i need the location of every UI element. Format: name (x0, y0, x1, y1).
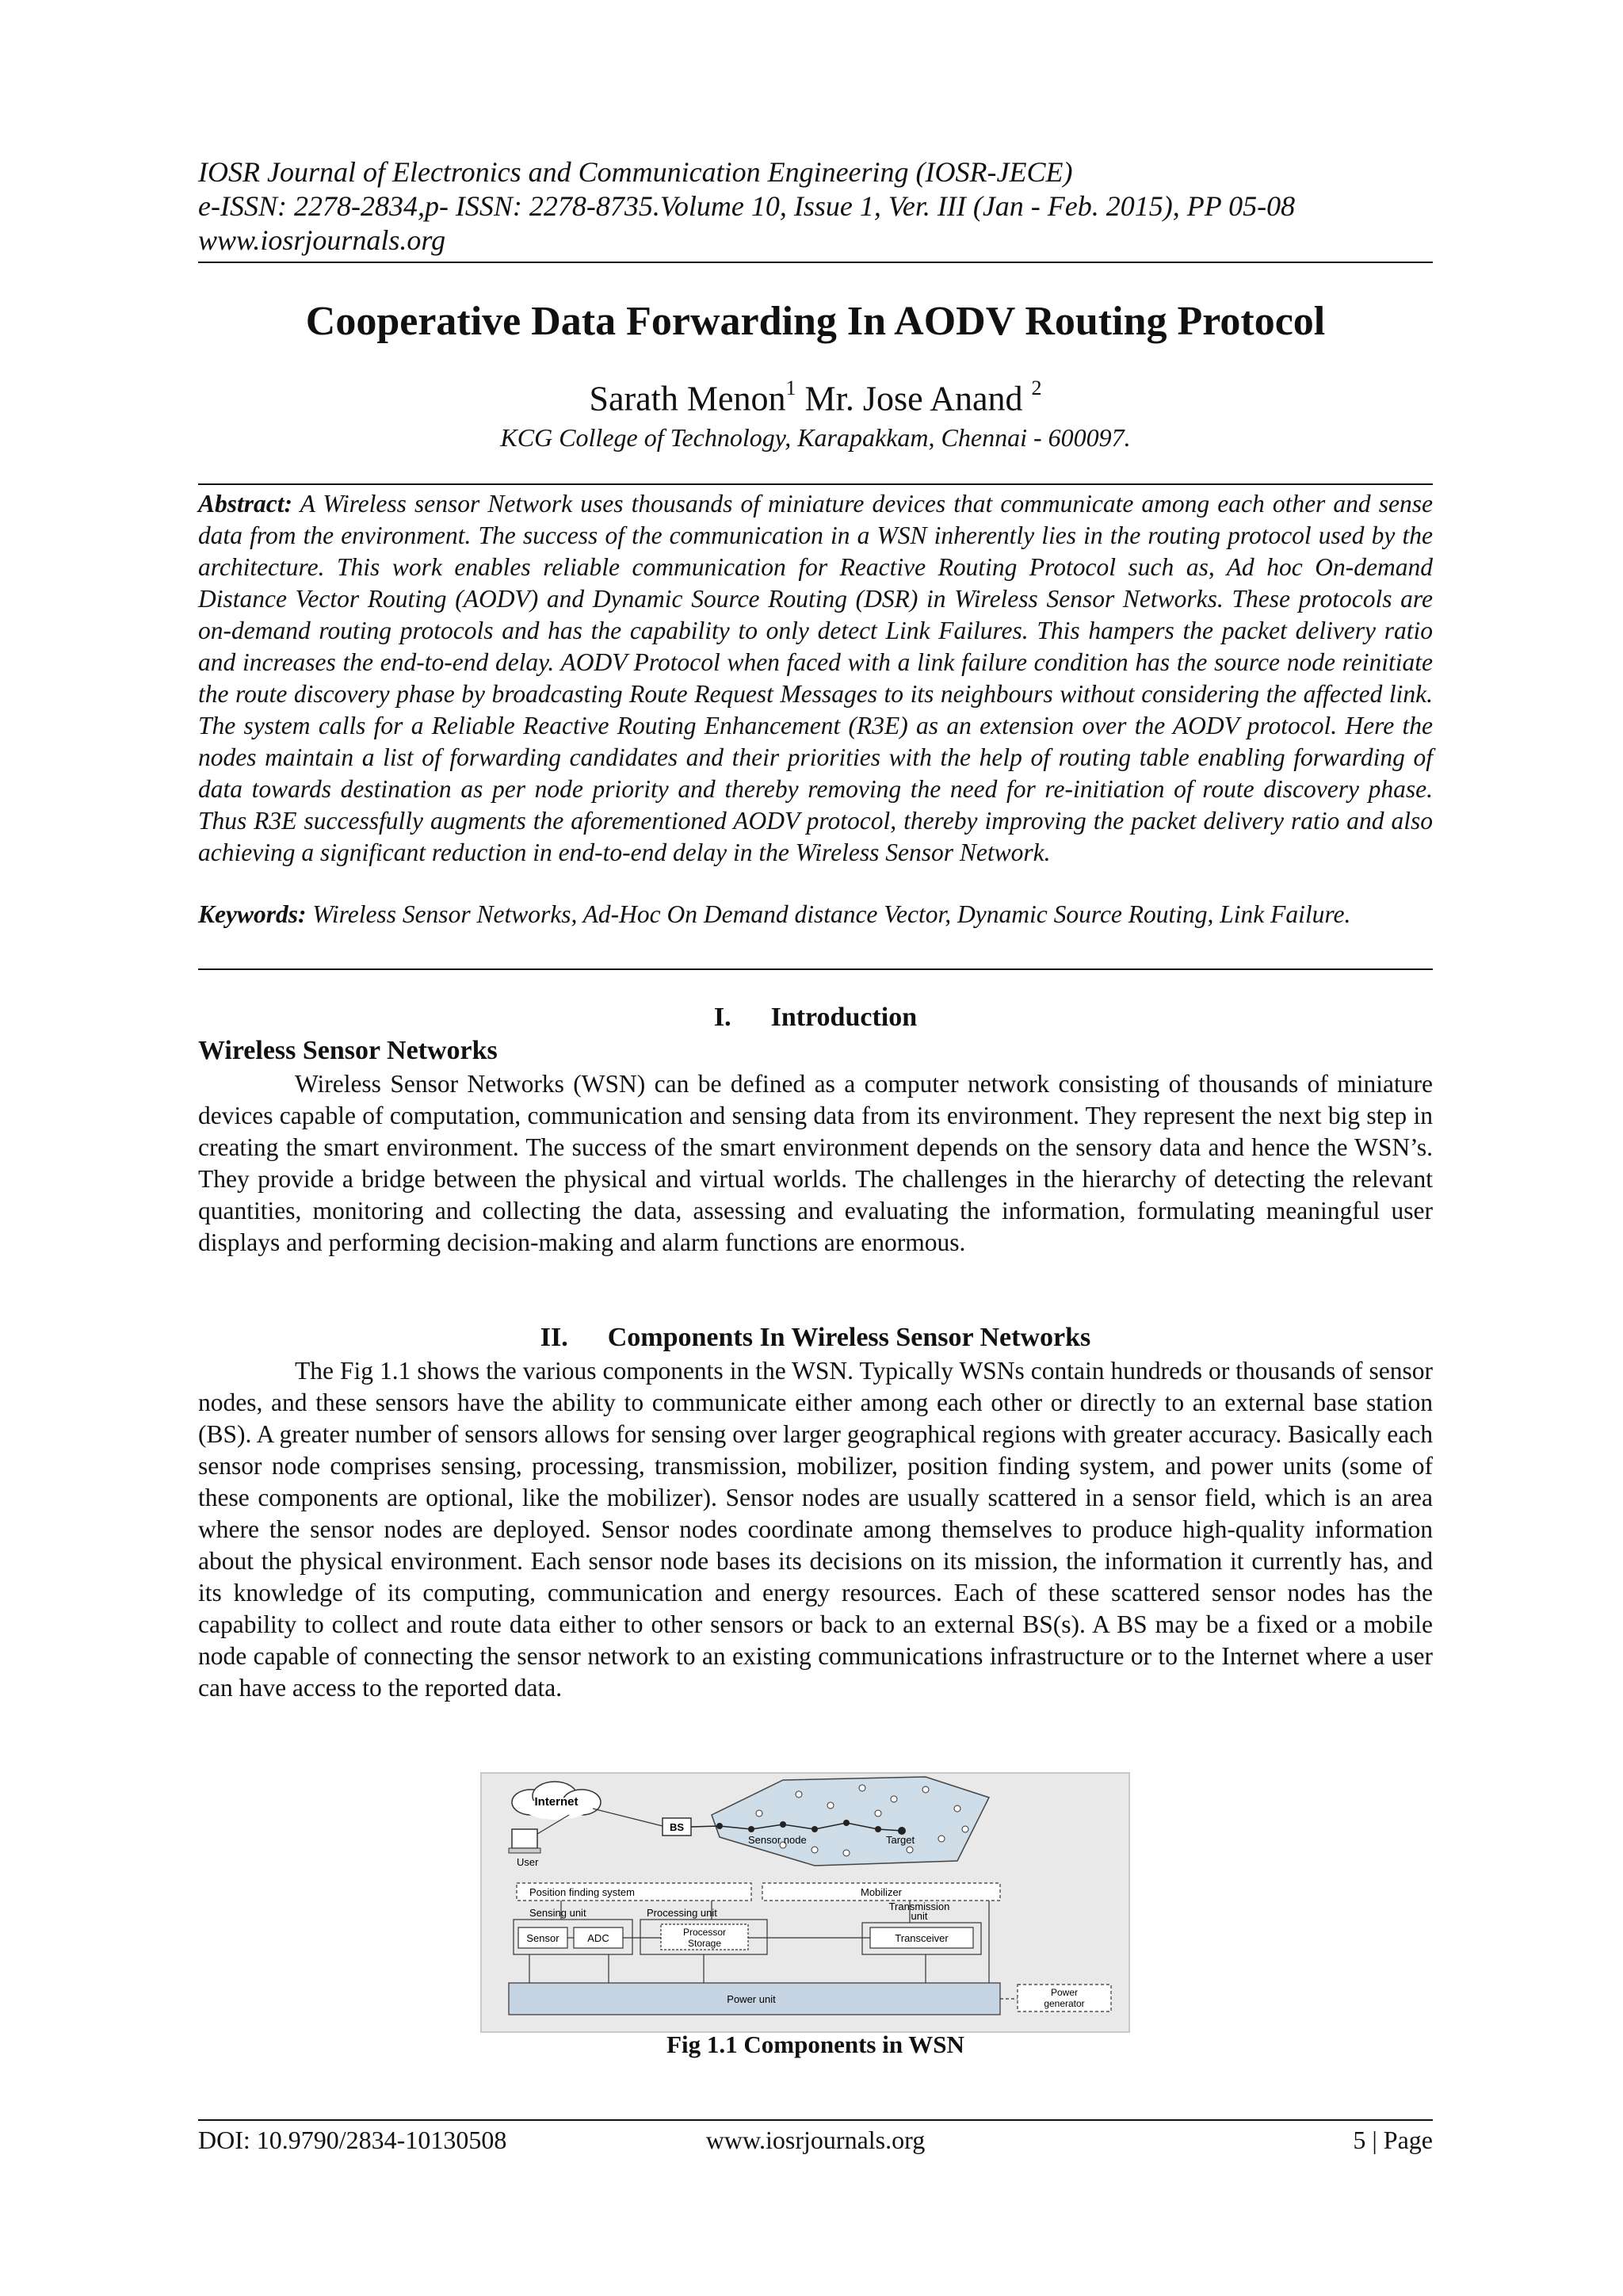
header-rule (198, 262, 1433, 263)
power-unit-label: Power unit (727, 1993, 776, 2005)
journal-issn: e-ISSN: 2278-2834,p- ISSN: 2278-8735.Volume 10, Issue 1, Ver. III (Jan - Feb. 2015), PP 05-08 (198, 190, 1296, 222)
internet-label: Internet (534, 1795, 579, 1809)
figure-wsn-components (480, 1772, 1130, 2033)
sensor-label: Sensor (526, 1932, 559, 1944)
section-2-heading (198, 1322, 1433, 1354)
sensor-node-label: Sensor node (748, 1834, 807, 1846)
author-1-sup: 1 (785, 376, 796, 399)
user-label: User (517, 1856, 539, 1868)
footer-page-number: 5 | Page (1353, 2126, 1433, 2154)
section-1-subheading: Wireless Sensor Networks (198, 1036, 498, 1065)
author-1: Sarath Menon (589, 379, 786, 418)
keywords (198, 899, 1433, 930)
journal-name: IOSR Journal of Electronics and Communication Engineering (IOSR-JECE) (198, 156, 1073, 188)
wsn-diagram (482, 1774, 1128, 2031)
power-generator-label-2: generator (1044, 1998, 1085, 2009)
section-1-number: I. (713, 1003, 731, 1032)
paper-title: Cooperative Data Forwarding In AODV Routing Protocol (305, 299, 1326, 344)
footer-rule (198, 2119, 1433, 2121)
transmission-unit-label-2: unit (911, 1910, 928, 1922)
internet-bs-link (593, 1809, 663, 1826)
abstract-bottom-rule (198, 968, 1433, 970)
user-computer-icon (509, 1829, 540, 1853)
figure-caption: Fig 1.1 Components in WSN (666, 2030, 964, 2058)
processing-unit-label: Processing unit (647, 1907, 717, 1919)
abstract-top-rule (198, 483, 1433, 485)
affiliation: KCG College of Technology, Karapakkam, Chennai - 600097. (500, 423, 1131, 452)
mobilizer-label: Mobilizer (860, 1886, 903, 1898)
sensor-field (712, 1777, 989, 1866)
keywords-label: Keywords: (198, 900, 307, 928)
footer-doi: DOI: 10.9790/2834-10130508 (198, 2126, 507, 2154)
author-2-sup: 2 (1031, 376, 1042, 399)
author-line (198, 371, 1433, 420)
abstract (198, 488, 1433, 869)
sensing-unit-label: Sensing unit (529, 1907, 586, 1919)
section-2-title: Components In Wireless Sensor Networks (607, 1323, 1091, 1352)
journal-url: www.iosrjournals.org (198, 224, 446, 256)
journal-header (198, 155, 1433, 258)
position-finding-label: Position finding system (529, 1886, 635, 1898)
storage-label: Storage (687, 1938, 722, 1949)
bs-label: BS (669, 1821, 685, 1833)
transceiver-label: Transceiver (895, 1932, 949, 1944)
section-1-paragraph: Wireless Sensor Networks (WSN) can be defined as a computer network consisting of thousands of miniature devices capable of computation, communication and sensing data from its environment. They represent the next big step in creating the smart environment. The success of the smart environment depends on the sensory data and hence the WSN’s. They provide a bridge between the physical and virtual worlds. The challenges in the hierarchy of detecting the relevant quantities, monitoring and collecting the data, assessing and evaluating the information, formulating meaningful user displays and performing decision-making and alarm functions are enormous. (198, 1070, 1433, 1256)
section-1-heading (198, 1002, 1433, 1033)
adc-label: ADC (587, 1932, 609, 1944)
keywords-text: Wireless Sensor Networks, Ad-Hoc On Demand distance Vector, Dynamic Source Routing, Link Failure. (312, 900, 1351, 928)
abstract-label: Abstract: (198, 490, 293, 518)
section-2-number: II. (540, 1323, 568, 1352)
processor-label: Processor (682, 1927, 727, 1938)
section-2-paragraph: The Fig 1.1 shows the various components in the WSN. Typically WSNs contain hundreds or thousands of sensor nodes, and these sensors have the ability to communicate either among each other or directly to an external base station (BS). A greater number of sensors allows for sensing over larger geographical regions with greater accuracy. Basically each sensor node comprises sensing, processing, transmission, mobilizer, position finding system, and power units (some of these components are optional, like the mobilizer). Sensor nodes are usually scattered in a sensor field, which is an area where the sensor nodes are deployed. Sensor nodes coordinate among themselves to produce high-quality information about the physical environment. Each sensor node bases its decisions on its mission, the information it currently has, and its knowledge of its computing, communication and energy resources. Each of these scattered sensor nodes has the capability to collect and route data either to other sensors or back to an external BS(s). A BS may be a fixed or a mobile node capable of connecting the sensor network to an existing communications infrastructure or to the Internet where a user can have access to the reported data. (198, 1357, 1433, 1702)
section-1-title: Introduction (770, 1003, 918, 1032)
transmission-unit-label-1: Transmission (888, 1901, 950, 1912)
abstract-text: A Wireless sensor Network uses thousands of miniature devices that communicate among each other and sense data from the environment. The success of the communication in a WSN inherently lies in the routing protocol used by the architecture. This work enables reliable communication for Reactive Routing Protocol such as, Ad hoc On-demand Distance Vector Routing (AODV) and Dynamic Source Routing (DSR) in Wireless Sensor Networks. These protocols are on-demand routing protocols and has the capability to only detect Link Failures. This hampers the packet delivery ratio and increases the end-to-end delay. AODV Protocol when faced with a link failure condition has the source node reinitiate the route discovery phase by broadcasting Route Request Messages to its neighbours without considering the affected link. The system calls for a Reliable Reactive Routing Enhancement (R3E) as an extension over the AODV protocol. Here the nodes maintain a list of forwarding candidates and their priorities with the help of routing table enabling forwarding of data towards destination as per node priority and thereby removing the need for re-initiation of route discovery phase. Thus R3E successfully augments the aforementioned AODV protocol, thereby improving the packet delivery ratio and also achieving a significant reduction in end-to-end delay in the Wireless Sensor Network. (198, 490, 1434, 866)
power-generator-label-1: Power (1050, 1987, 1079, 1998)
author-2: Mr. Jose Anand (796, 379, 1032, 418)
target-label: Target (886, 1834, 915, 1846)
footer-site: www.iosrjournals.org (705, 2126, 926, 2154)
